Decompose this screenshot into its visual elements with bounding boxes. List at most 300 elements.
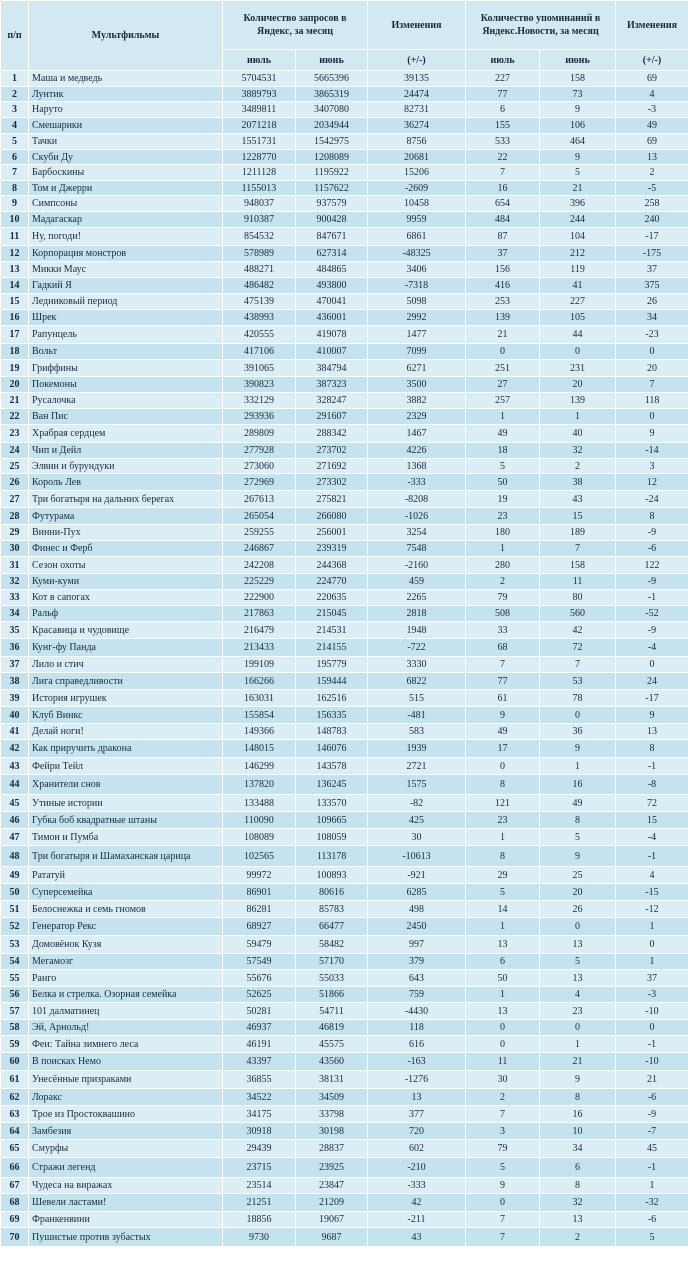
cell-change1: 20681	[368, 150, 466, 165]
cell-july1: 149366	[223, 724, 296, 740]
cell-num: 58	[1, 1020, 29, 1036]
cell-change2: -9	[616, 525, 688, 541]
cell-june1: 46819	[296, 1020, 368, 1036]
cell-num: 19	[1, 360, 29, 377]
cell-num: 46	[1, 812, 29, 829]
cell-num: 22	[1, 409, 29, 425]
cell-june2: 0	[540, 918, 616, 936]
cell-june2: 158	[540, 71, 616, 87]
cell-july2: 79	[466, 590, 540, 606]
cell-change2: -9	[616, 622, 688, 639]
cell-june2: 23	[540, 1003, 616, 1020]
cell-july2: 484	[466, 212, 540, 228]
cell-name: Куми-куми	[29, 574, 223, 590]
table-row	[1, 344, 688, 360]
cell-june2: 41	[540, 278, 616, 294]
cell-july2: 29	[466, 867, 540, 884]
cell-num: 60	[1, 1053, 29, 1071]
cell-change2: 3	[616, 459, 688, 474]
cell-change2: -6	[616, 1089, 688, 1106]
table-row	[1, 1003, 688, 1020]
cell-june2: 8	[540, 1089, 616, 1106]
cell-june2: 119	[540, 262, 616, 278]
cell-june1: 2034944	[296, 118, 368, 134]
cell-name: Делай ноги!	[29, 724, 223, 740]
cell-july1: 910387	[223, 212, 296, 228]
cell-june1: 30198	[296, 1123, 368, 1140]
table-row	[1, 1228, 688, 1247]
cell-name: Домовёнок Кузя	[29, 936, 223, 954]
cell-june1: 1157622	[296, 181, 368, 196]
cell-june1: 108059	[296, 829, 368, 846]
table-row	[1, 262, 688, 278]
cell-num: 47	[1, 829, 29, 846]
cell-july1: 1228770	[223, 150, 296, 165]
cell-change2: -17	[616, 228, 688, 246]
cell-num: 32	[1, 574, 29, 590]
cell-june1: 847671	[296, 228, 368, 246]
cell-num: 13	[1, 262, 29, 278]
cell-change2: 0	[616, 936, 688, 954]
cell-name: Вольт	[29, 344, 223, 360]
cell-june1: 23847	[296, 1178, 368, 1194]
cell-name: Покемоны	[29, 377, 223, 393]
cell-name: Три богатыря и Шамаханская царица	[29, 846, 223, 867]
cell-july1: 99972	[223, 867, 296, 884]
cell-july1: 18856	[223, 1212, 296, 1228]
cell-num: 54	[1, 954, 29, 970]
table-row	[1, 118, 688, 134]
cell-num: 57	[1, 1003, 29, 1020]
cell-name: Наруто	[29, 102, 223, 118]
cell-june2: 5	[540, 829, 616, 846]
cell-change1: 498	[368, 901, 466, 918]
table-row	[1, 1020, 688, 1036]
cell-july2: 19	[466, 491, 540, 508]
cell-july1: 2071218	[223, 118, 296, 134]
cell-name: Генератор Рекс	[29, 918, 223, 936]
cell-july2: 7	[466, 1228, 540, 1247]
cell-change2: -5	[616, 181, 688, 196]
cell-change2: -3	[616, 102, 688, 118]
cell-change2: 375	[616, 278, 688, 294]
table-row	[1, 936, 688, 954]
cell-june2: 158	[540, 557, 616, 574]
col-june1-header: июнь	[296, 50, 368, 71]
table-row	[1, 459, 688, 474]
cell-change1: 42	[368, 1194, 466, 1212]
table-row	[1, 1036, 688, 1053]
cell-june1: 113178	[296, 846, 368, 867]
table-row	[1, 1053, 688, 1071]
cell-change1: 2450	[368, 918, 466, 936]
cell-july1: 46191	[223, 1036, 296, 1053]
cell-change1: -722	[368, 639, 466, 657]
col-pm1-header: (+/-)	[368, 50, 466, 71]
cell-name: Замбезия	[29, 1123, 223, 1140]
cell-name: Лига справедливости	[29, 673, 223, 690]
cell-june2: 13	[540, 1212, 616, 1228]
cell-change2: 0	[616, 657, 688, 673]
cell-change2: 240	[616, 212, 688, 228]
cell-july1: 50281	[223, 1003, 296, 1020]
cell-name: Футурама	[29, 508, 223, 525]
cell-name: Кунг-фу Панда	[29, 639, 223, 657]
cell-num: 27	[1, 491, 29, 508]
cell-july2: 139	[466, 310, 540, 326]
cell-change1: 118	[368, 1020, 466, 1036]
cell-june2: 36	[540, 724, 616, 740]
cell-change1: -82	[368, 795, 466, 812]
table-row	[1, 196, 688, 212]
table-row	[1, 1071, 688, 1089]
cell-july1: 246867	[223, 541, 296, 557]
cell-change2: -14	[616, 443, 688, 459]
cell-change2: -24	[616, 491, 688, 508]
cell-july1: 213433	[223, 639, 296, 657]
cell-change1: 7099	[368, 344, 466, 360]
table-row	[1, 829, 688, 846]
cell-july2: 30	[466, 1071, 540, 1089]
table-row	[1, 150, 688, 165]
col-mentions-header: Количество упоминаний в Яндекс.Новости, за месяц	[466, 1, 616, 50]
cell-july1: 216479	[223, 622, 296, 639]
table-row	[1, 690, 688, 707]
cell-july1: 1155013	[223, 181, 296, 196]
cell-july1: 23715	[223, 1158, 296, 1178]
cell-num: 70	[1, 1228, 29, 1247]
cell-change2: -4	[616, 639, 688, 657]
table-row	[1, 1194, 688, 1212]
cell-num: 39	[1, 690, 29, 707]
cell-change1: -1276	[368, 1071, 466, 1089]
table-row	[1, 508, 688, 525]
cell-change1: 7548	[368, 541, 466, 557]
cell-june2: 78	[540, 690, 616, 707]
cell-june1: 271692	[296, 459, 368, 474]
cell-num: 30	[1, 541, 29, 557]
cell-july1: 265054	[223, 508, 296, 525]
cell-num: 68	[1, 1194, 29, 1212]
cell-june2: 13	[540, 970, 616, 987]
cell-name: Финес и Ферб	[29, 541, 223, 557]
cell-june1: 410007	[296, 344, 368, 360]
table-row	[1, 443, 688, 459]
cell-change2: -3	[616, 987, 688, 1003]
cell-june1: 54711	[296, 1003, 368, 1020]
table-row	[1, 918, 688, 936]
cell-june1: 215045	[296, 606, 368, 622]
table-row	[1, 425, 688, 443]
cell-july1: 854532	[223, 228, 296, 246]
cell-july2: 49	[466, 425, 540, 443]
cell-num: 59	[1, 1036, 29, 1053]
cell-june2: 5	[540, 165, 616, 181]
cell-july1: 34175	[223, 1106, 296, 1123]
cell-july1: 222900	[223, 590, 296, 606]
cell-change1: 4226	[368, 443, 466, 459]
cell-june1: 214155	[296, 639, 368, 657]
cell-july1: 332129	[223, 393, 296, 409]
cell-july2: 5	[466, 884, 540, 901]
cell-name: Суперсемейка	[29, 884, 223, 901]
cell-name: Скуби Ду	[29, 150, 223, 165]
cell-july1: 289809	[223, 425, 296, 443]
cell-num: 64	[1, 1123, 29, 1140]
cell-june1: 195779	[296, 657, 368, 673]
cell-june2: 227	[540, 294, 616, 310]
cell-july2: 508	[466, 606, 540, 622]
cell-july2: 13	[466, 1003, 540, 1020]
cell-june1: 1195922	[296, 165, 368, 181]
cell-june1: 136245	[296, 775, 368, 795]
table-row	[1, 102, 688, 118]
cell-change2: -17	[616, 690, 688, 707]
cell-june2: 32	[540, 1194, 616, 1212]
cell-name: Лоракс	[29, 1089, 223, 1106]
cell-change2: -9	[616, 1106, 688, 1123]
cell-july2: 16	[466, 181, 540, 196]
cell-june2: 43	[540, 491, 616, 508]
cell-num: 28	[1, 508, 29, 525]
cell-june1: 900428	[296, 212, 368, 228]
cell-num: 15	[1, 294, 29, 310]
cell-change2: 1	[616, 918, 688, 936]
cell-july1: 34522	[223, 1089, 296, 1106]
cell-change1: 3254	[368, 525, 466, 541]
cell-july1: 108089	[223, 829, 296, 846]
cell-june1: 224770	[296, 574, 368, 590]
cell-num: 44	[1, 775, 29, 795]
cell-june2: 464	[540, 134, 616, 150]
cell-change2: -10	[616, 1053, 688, 1071]
cell-june1: 419078	[296, 326, 368, 344]
cell-change1: 1575	[368, 775, 466, 795]
cell-july2: 49	[466, 724, 540, 740]
cell-name: Утиные истории	[29, 795, 223, 812]
cell-num: 5	[1, 134, 29, 150]
cell-name: Микки Маус	[29, 262, 223, 278]
table-row	[1, 657, 688, 673]
table-row	[1, 987, 688, 1003]
cell-june2: 32	[540, 443, 616, 459]
cell-num: 34	[1, 606, 29, 622]
table-row	[1, 557, 688, 574]
cell-july1: 21251	[223, 1194, 296, 1212]
cell-num: 31	[1, 557, 29, 574]
cell-name: Лило и стич	[29, 657, 223, 673]
cell-july1: 137820	[223, 775, 296, 795]
cell-june2: 40	[540, 425, 616, 443]
cell-july1: 391065	[223, 360, 296, 377]
cell-change2: -1	[616, 1036, 688, 1053]
table-row	[1, 246, 688, 262]
cell-june2: 396	[540, 196, 616, 212]
cell-change1: -211	[368, 1212, 466, 1228]
cell-num: 23	[1, 425, 29, 443]
cell-july2: 77	[466, 87, 540, 102]
cell-num: 56	[1, 987, 29, 1003]
cell-change1: 602	[368, 1140, 466, 1158]
table-row	[1, 310, 688, 326]
cell-june2: 26	[540, 901, 616, 918]
cell-july2: 9	[466, 707, 540, 724]
table-row	[1, 326, 688, 344]
cell-june2: 0	[540, 707, 616, 724]
cell-name: Гриффины	[29, 360, 223, 377]
cell-june1: 493800	[296, 278, 368, 294]
cell-june2: 231	[540, 360, 616, 377]
cell-july1: 390823	[223, 377, 296, 393]
cell-july2: 23	[466, 812, 540, 829]
cell-june1: 162516	[296, 690, 368, 707]
cell-change2: 26	[616, 294, 688, 310]
cell-name: Ральф	[29, 606, 223, 622]
cell-change1: 30	[368, 829, 466, 846]
cell-july1: 438993	[223, 310, 296, 326]
cell-june1: 244368	[296, 557, 368, 574]
cell-june1: 220635	[296, 590, 368, 606]
cell-june2: 189	[540, 525, 616, 541]
cell-june2: 4	[540, 987, 616, 1003]
cell-change1: 720	[368, 1123, 466, 1140]
cell-july2: 227	[466, 71, 540, 87]
cell-june2: 15	[540, 508, 616, 525]
table-body	[1, 71, 688, 1247]
cell-change1: -921	[368, 867, 466, 884]
cell-change2: -15	[616, 884, 688, 901]
cell-july1: 420555	[223, 326, 296, 344]
cell-change1: -1026	[368, 508, 466, 525]
cell-num: 16	[1, 310, 29, 326]
cell-change1: 39135	[368, 71, 466, 87]
cell-name: Смешарики	[29, 118, 223, 134]
cell-name: Смурфы	[29, 1140, 223, 1158]
cell-num: 10	[1, 212, 29, 228]
cell-july2: 11	[466, 1053, 540, 1071]
table-row	[1, 758, 688, 775]
col-name-header: Мультфильмы	[29, 1, 223, 71]
cell-july2: 654	[466, 196, 540, 212]
cell-change2: -1	[616, 1158, 688, 1178]
cell-june2: 104	[540, 228, 616, 246]
cell-change2: 13	[616, 150, 688, 165]
cell-change2: -23	[616, 326, 688, 344]
cell-june1: 384794	[296, 360, 368, 377]
cell-june2: 21	[540, 181, 616, 196]
cell-june1: 55033	[296, 970, 368, 987]
cell-change2: 2	[616, 165, 688, 181]
cell-july2: 17	[466, 740, 540, 758]
cell-july2: 251	[466, 360, 540, 377]
cell-june2: 38	[540, 474, 616, 491]
cell-change2: -52	[616, 606, 688, 622]
cell-july1: 1551731	[223, 134, 296, 150]
cell-june2: 9	[540, 846, 616, 867]
cell-june2: 72	[540, 639, 616, 657]
cell-july2: 1	[466, 409, 540, 425]
cell-name: Клуб Винкс	[29, 707, 223, 724]
cell-july2: 0	[466, 758, 540, 775]
cell-june2: 25	[540, 867, 616, 884]
cell-num: 50	[1, 884, 29, 901]
table-row	[1, 1212, 688, 1228]
table-row	[1, 360, 688, 377]
cell-name: Барбоскины	[29, 165, 223, 181]
cell-june1: 148783	[296, 724, 368, 740]
cell-change1: 459	[368, 574, 466, 590]
cell-change2: 118	[616, 393, 688, 409]
cell-num: 8	[1, 181, 29, 196]
cell-num: 63	[1, 1106, 29, 1123]
cell-july2: 533	[466, 134, 540, 150]
cell-july1: 5704531	[223, 71, 296, 87]
cell-june1: 23925	[296, 1158, 368, 1178]
cell-july1: 30918	[223, 1123, 296, 1140]
cell-num: 67	[1, 1178, 29, 1194]
cell-june1: 484865	[296, 262, 368, 278]
table-row	[1, 134, 688, 150]
cell-july2: 79	[466, 1140, 540, 1158]
cell-change2: -10	[616, 1003, 688, 1020]
cell-change1: 2265	[368, 590, 466, 606]
cell-june2: 49	[540, 795, 616, 812]
cell-num: 6	[1, 150, 29, 165]
cell-change2: 8	[616, 740, 688, 758]
cell-num: 2	[1, 87, 29, 102]
cell-name: Рататуй	[29, 867, 223, 884]
cell-change2: -1	[616, 846, 688, 867]
table-row	[1, 212, 688, 228]
cell-name: Храбрая сердцем	[29, 425, 223, 443]
cell-july2: 1	[466, 918, 540, 936]
cell-num: 36	[1, 639, 29, 657]
cell-june1: 3865319	[296, 87, 368, 102]
cell-june1: 100893	[296, 867, 368, 884]
cell-july1: 23514	[223, 1178, 296, 1194]
table-row	[1, 71, 688, 87]
cell-june1: 273302	[296, 474, 368, 491]
cell-june2: 0	[540, 1020, 616, 1036]
cell-june1: 387323	[296, 377, 368, 393]
cell-june1: 159444	[296, 673, 368, 690]
col-queries-header: Количество запросов в Яндекс, за месяц	[223, 1, 368, 50]
cell-num: 43	[1, 758, 29, 775]
cell-july2: 180	[466, 525, 540, 541]
cell-change1: -7318	[368, 278, 466, 294]
cell-july2: 5	[466, 1158, 540, 1178]
cell-name: Фейри Тейл	[29, 758, 223, 775]
cell-june2: 21	[540, 1053, 616, 1071]
cell-change1: 13	[368, 1089, 466, 1106]
cell-june2: 9	[540, 150, 616, 165]
cell-june1: 156335	[296, 707, 368, 724]
cell-june2: 13	[540, 936, 616, 954]
cell-change1: 8756	[368, 134, 466, 150]
cell-name: Чип и Дейл	[29, 443, 223, 459]
cell-name: Ван Пис	[29, 409, 223, 425]
cell-june2: 139	[540, 393, 616, 409]
cell-july2: 0	[466, 344, 540, 360]
cell-july2: 8	[466, 846, 540, 867]
table-row	[1, 1158, 688, 1178]
cell-change1: 2721	[368, 758, 466, 775]
cell-june1: 937579	[296, 196, 368, 212]
cell-change2: -6	[616, 541, 688, 557]
cell-july1: 155854	[223, 707, 296, 724]
cell-july2: 1	[466, 829, 540, 846]
cell-june1: 43560	[296, 1053, 368, 1071]
